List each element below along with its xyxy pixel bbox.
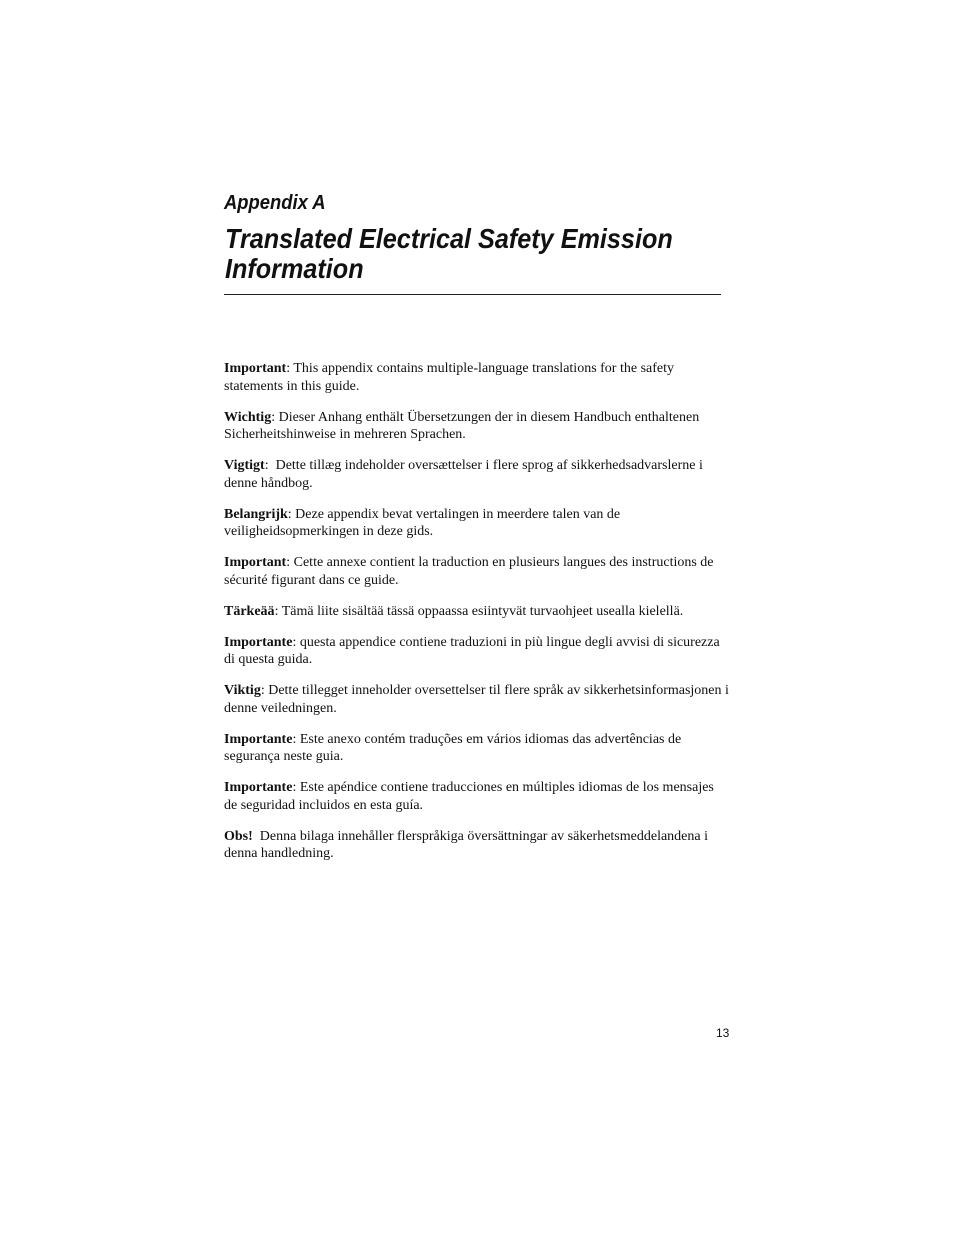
notice-danish bbox=[224, 457, 730, 492]
notice-swedish bbox=[224, 828, 730, 863]
notice-lead: Important bbox=[224, 361, 287, 376]
notice-lead: Viktig bbox=[224, 683, 261, 698]
notice-lead: Importante bbox=[224, 634, 293, 650]
page-number: 13 bbox=[716, 1026, 730, 1040]
notice-text: Denna bilaga innehåller flerspråkiga översättningar av säkerhetsmeddelandena i denna handledning. bbox=[224, 828, 708, 861]
notice-text: Este anexo contém traduções em vários idiomas das advertências de segurança neste guia. bbox=[224, 731, 682, 764]
notice-separator: : bbox=[260, 683, 269, 698]
notice-spanish bbox=[224, 779, 730, 814]
notice-portuguese bbox=[224, 731, 730, 766]
notice-separator: : bbox=[274, 603, 282, 619]
notice-separator bbox=[253, 829, 260, 844]
notice-text: Este apéndice contiene traducciones en múltiples idiomas de los mensajes de seguridad incluidos en esta guía. bbox=[224, 780, 714, 813]
notice-german bbox=[224, 409, 730, 444]
notice-text: Tämä liite sisältää tässä oppaassa esiintyvät turvaohjeet usealla kielellä. bbox=[281, 603, 684, 619]
notice-text: Dieser Anhang enthält Übersetzungen der in diesem Handbuch enthaltenen Sicherheitshinweise in mehreren Sprachen. bbox=[224, 409, 700, 442]
notice-lead: Wichtig bbox=[224, 409, 272, 425]
notice-separator: : bbox=[292, 731, 300, 747]
notice-separator: : bbox=[286, 361, 294, 376]
notice-separator: : bbox=[264, 458, 276, 473]
notice-dutch bbox=[224, 506, 730, 541]
notice-separator: : bbox=[292, 780, 300, 795]
notice-lead: Vigtigt bbox=[224, 458, 265, 473]
notice-finnish bbox=[224, 603, 730, 621]
notice-text: questa appendice contiene traduzioni in più lingue degli avvisi di sicurezza di questa guida. bbox=[224, 634, 720, 667]
notice-text: Deze appendix bevat vertalingen in meerdere talen van de veiligheidsopmerkingen in deze gids. bbox=[224, 506, 621, 539]
page-title: Translated Electrical Safety Emission Information bbox=[225, 223, 673, 284]
notice-text: Dette tillegget inneholder oversettelser til flere språk av sikkerhetsinformasjonen i denne veiledningen. bbox=[224, 683, 729, 716]
notice-lead: Importante bbox=[224, 731, 293, 747]
notice-text: Dette tillæg indeholder oversættelser i flere sprog af sikkerhedsadvarslerne i denne håndbog. bbox=[224, 458, 703, 491]
notice-text: Cette annexe contient la traduction en plusieurs langues des instructions de sécurité figurant dans ce guide. bbox=[224, 555, 714, 588]
notice-separator: : bbox=[292, 634, 300, 650]
safety-notices bbox=[224, 360, 730, 876]
notice-lead: Obs! bbox=[224, 828, 253, 844]
notice-separator: : bbox=[286, 555, 294, 570]
notice-separator: : bbox=[287, 506, 296, 522]
title-divider bbox=[224, 294, 721, 295]
notice-lead: Belangrijk bbox=[224, 506, 288, 522]
notice-lead: Importante bbox=[224, 780, 293, 795]
notice-french bbox=[224, 554, 730, 589]
notice-english bbox=[224, 360, 730, 395]
notice-text: This appendix contains multiple-language translations for the safety statements in this guide. bbox=[224, 361, 674, 394]
notice-norwegian bbox=[224, 682, 730, 717]
appendix-label: Appendix A bbox=[224, 192, 326, 214]
notice-separator: : bbox=[271, 409, 279, 425]
notice-lead: Important bbox=[224, 555, 287, 570]
notice-lead: Tärkeää bbox=[224, 603, 275, 619]
notice-italian bbox=[224, 634, 730, 669]
